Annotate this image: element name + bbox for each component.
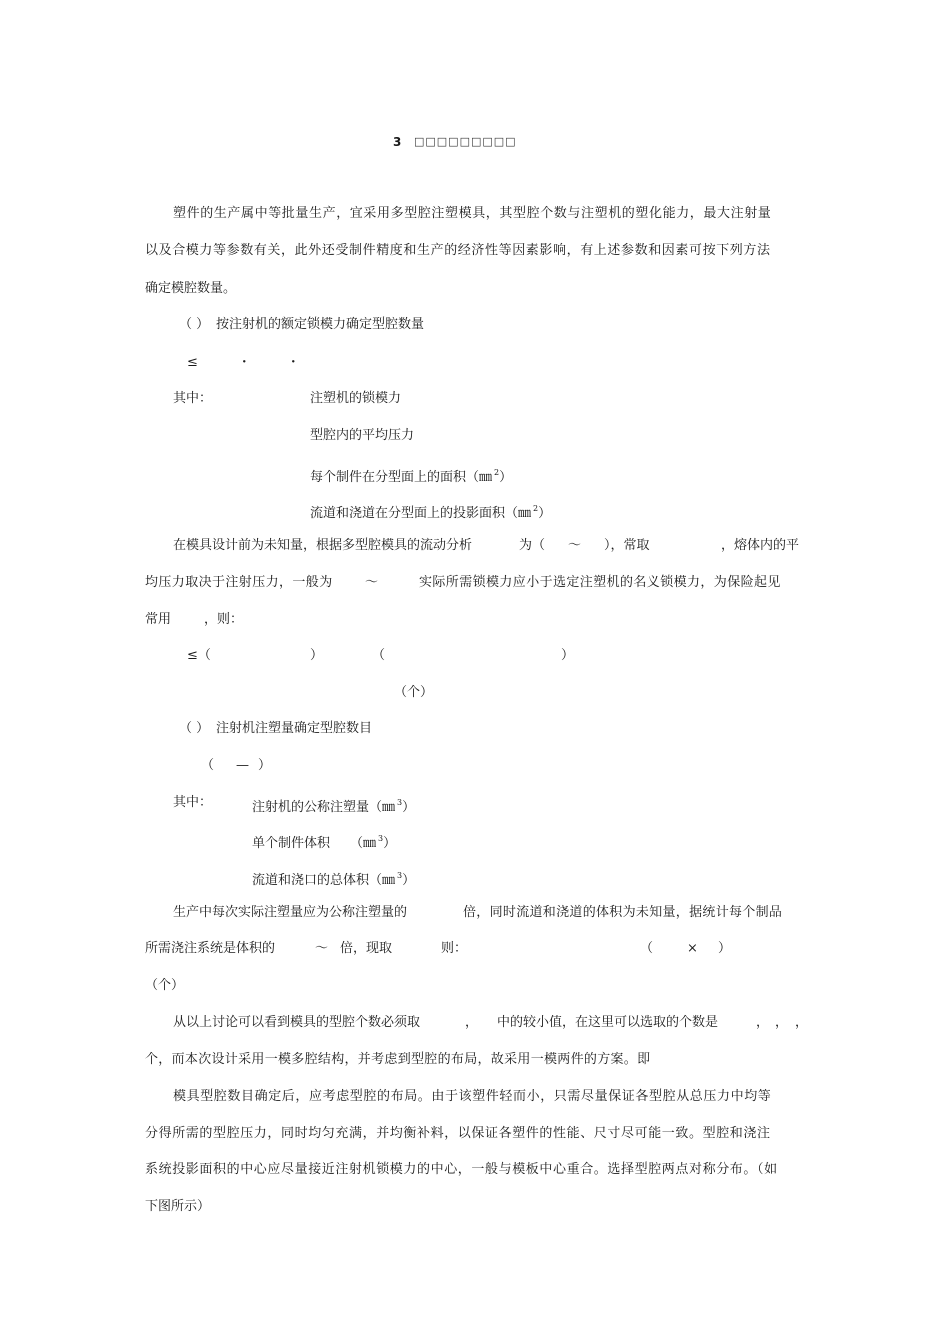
para2-line1c: ～	[568, 538, 582, 553]
para5-line1: 模具型腔数目确定后，应考虑型腔的布局。由于该塑件轻而小，只需尽量保证各型腔从总压力中均等	[173, 1089, 772, 1104]
para3-line2c: 倍，现取	[340, 941, 393, 956]
para4-line1d: ，	[756, 1015, 770, 1030]
where1-label: 其中：	[173, 391, 213, 406]
section-title: □□□□□□□□□	[414, 135, 517, 148]
para2-line1a: 在模具设计前为未知量，根据多型腔模具的流动分析	[173, 538, 473, 553]
para1-line3: 确定模腔数量。	[145, 281, 237, 296]
para4-line1a: 从以上讨论可以看到模具的型腔个数必须取	[173, 1015, 421, 1030]
item1-number: （ ）	[179, 317, 210, 332]
para3-line1b: 倍，同时流道和浇道的体积为未知量，据统计每个制品	[463, 905, 783, 920]
para4-line1f: ，	[795, 1015, 809, 1030]
para3-line2d: 则：	[441, 941, 468, 956]
where2-def3: 流道和浇口的总体积（㎜ $^3$）	[252, 871, 416, 888]
para2-line1e: ，熔体内的平	[721, 538, 800, 553]
where2-def2: 单个制件体积 （㎜ $^3$）	[252, 834, 397, 851]
formula2-open2: （	[372, 648, 386, 663]
para2-line3a: 常用	[145, 612, 172, 627]
formula2-le: ≤（	[187, 648, 211, 663]
where1-def1: 注塑机的锁模力	[310, 391, 402, 406]
para4-line1b: ，	[465, 1015, 479, 1030]
formula1-le: ≤	[187, 355, 198, 370]
para2-line2a: 均压力取决于注射压力，一般为	[145, 575, 333, 590]
para3-line2g: ）	[718, 941, 732, 956]
para2-line2b: ～	[365, 575, 379, 590]
where1-def4: 流道和浇道在分型面上的投影面积（㎜ $^2$）	[310, 504, 552, 521]
para3-line1a: 生产中每次实际注塑量应为公称注塑量的	[173, 905, 408, 920]
item2-heading: 注射机注塑量确定型腔数目	[216, 721, 373, 736]
where1-def2: 型腔内的平均压力	[310, 428, 415, 443]
para3-line2a: 所需浇注系统是体积的	[145, 941, 276, 956]
para3-line2e: （	[640, 941, 654, 956]
where2-label: 其中：	[173, 795, 213, 810]
para2-line1b: 为（	[519, 538, 546, 553]
formula3-open: （	[201, 758, 215, 773]
para3-line2f: ×	[687, 941, 698, 956]
formula2-close2: ）	[561, 648, 575, 663]
formula3-minus: —	[236, 758, 249, 773]
formula3-close: ）	[258, 758, 272, 773]
para2-line3b: ，则：	[204, 612, 244, 627]
para2-line1d: ），常取	[604, 538, 650, 553]
item1-heading: 按注射机的额定锁模力确定型腔数量	[216, 317, 425, 332]
para5-line3: 系统投影面积的中心应尽量接近注射机锁模力的中心，一般与模板中心重合。选择型腔两点对称分布。（如	[145, 1162, 778, 1177]
para3-line2b: ～	[315, 941, 329, 956]
para2-line2c: 实际所需锁模力应小于选定注塑机的名义锁模力，为保险起见	[419, 575, 781, 590]
formula1-dot2: ·	[291, 355, 296, 370]
formula2-close1: ）	[310, 648, 324, 663]
para4-line1c: 中的较小值，在这里可以选取的个数是	[497, 1015, 719, 1030]
para1-line2: 以及合模力等参数有关，此外还受制件精度和生产的经济性等因素影响，有上述参数和因素可按下列方法	[145, 243, 771, 258]
para1-line1: 塑件的生产属中等批量生产，宜采用多型腔注塑模具，其型腔个数与注塑机的塑化能力，最大注射量	[173, 206, 772, 221]
where1-def3: 每个制件在分型面上的面积（㎜ $^2$）	[310, 468, 513, 485]
section-number: 3	[393, 135, 402, 149]
formula2-unit: （个）	[394, 685, 434, 700]
para5-line2: 分得所需的型腔压力，同时均匀充满，并均衡补料，以保证各塑件的性能、尺寸尽可能一致。型腔和浇注	[145, 1126, 771, 1141]
para4-line1e: ，	[775, 1015, 789, 1030]
para3-line3: （个）	[145, 978, 185, 993]
item2-number: （ ）	[179, 721, 210, 736]
para5-line4: 下图所示）	[145, 1199, 211, 1214]
para4-line2: 个，而本次设计采用一模多腔结构，并考虑到型腔的布局，故采用一模两件的方案。即	[145, 1052, 651, 1067]
formula1-dot1: ·	[242, 355, 247, 370]
where2-def1: 注射机的公称注塑量（㎜ $^3$）	[252, 798, 416, 815]
